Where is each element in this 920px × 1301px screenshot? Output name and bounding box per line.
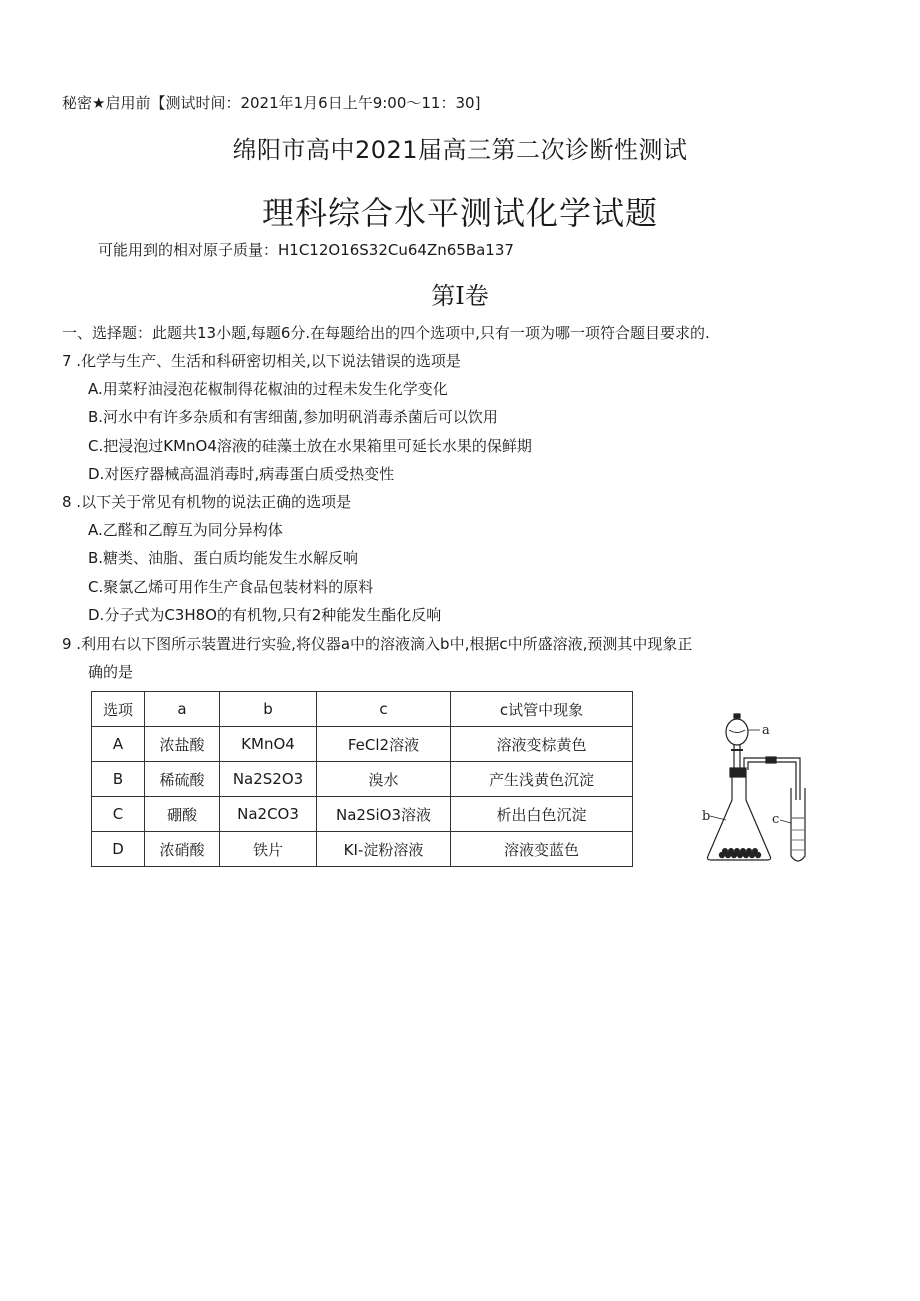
question-7-option-d: D.对医疗器械高温消毒时,病毒蛋白质受热变性 xyxy=(88,465,395,483)
question-8-option-b: B.糖类、油脂、蛋白质均能发生水解反响 xyxy=(88,549,359,567)
conical-flask-icon xyxy=(707,777,770,860)
dropping-funnel-icon xyxy=(726,714,748,776)
volume-heading: 第Ⅰ卷 xyxy=(431,282,489,310)
table-cell: KI-淀粉溶液 xyxy=(317,832,451,867)
label-b: b xyxy=(702,809,711,824)
table-header-cell: 选项 xyxy=(92,692,145,727)
table-cell: 溶液变蓝色 xyxy=(451,832,633,867)
table-cell: 稀硫酸 xyxy=(145,762,220,797)
table-cell: KMnO4 xyxy=(220,727,317,762)
table-cell: 析出白色沉淀 xyxy=(451,797,633,832)
table-cell: Na2SiO3溶液 xyxy=(317,797,451,832)
question-7-option-a: A.用菜籽油浸泡花椒制得花椒油的过程未发生化学变化 xyxy=(88,380,448,398)
question-7-option-c: C.把浸泡过KMnO4溶液的硅藻土放在水果箱里可延长水果的保鲜期 xyxy=(88,437,532,455)
table-cell: 硼酸 xyxy=(145,797,220,832)
exam-title: 绵阳市高中2021届高三第二次诊断性测试 xyxy=(232,136,688,164)
table-header-cell: b xyxy=(220,692,317,727)
table-cell: A xyxy=(92,727,145,762)
table-row xyxy=(92,727,633,762)
section-instruction: 一、选择题：此题共13小题,每题6分.在每题给出的四个选项中,只有一项为哪一项符合题目要求的. xyxy=(62,324,710,342)
table-cell: 浓硝酸 xyxy=(145,832,220,867)
table-cell: FeCl2溶液 xyxy=(317,727,451,762)
table-row xyxy=(92,762,633,797)
table-cell: Na2CO3 xyxy=(220,797,317,832)
table-header-cell: a xyxy=(145,692,220,727)
question-7-stem: 7 .化学与生产、生活和科研密切相关,以下说法错误的选项是 xyxy=(62,352,461,370)
atomic-masses: 可能用到的相对原子质量：H1C12O16S32Cu64Zn65Ba137 xyxy=(98,241,514,259)
table-header-cell: c xyxy=(317,692,451,727)
question-8-stem: 8 .以下关于常见有机物的说法正确的选项是 xyxy=(62,493,352,511)
table-row xyxy=(92,797,633,832)
table-cell: 溶液变棕黄色 xyxy=(451,727,633,762)
label-c: c xyxy=(772,812,780,827)
paper-title: 理科综合水平测试化学试题 xyxy=(261,194,658,232)
question-7-option-b: B.河水中有许多杂质和有害细菌,参加明矾消毒杀菌后可以饮用 xyxy=(88,408,498,426)
test-tube-icon xyxy=(791,788,805,861)
question-8-option-a: A.乙醛和乙醇互为同分异构体 xyxy=(88,521,283,539)
question-8-option-c: C.聚氯乙烯可用作生产食品包装材料的原料 xyxy=(88,578,374,596)
question-8-option-d: D.分子式为C3H8O的有机物,只有2种能发生酯化反响 xyxy=(88,606,442,624)
table-cell: 浓盐酸 xyxy=(145,727,220,762)
table-cell: 产生浅黄色沉淀 xyxy=(451,762,633,797)
table-header-row xyxy=(92,692,633,727)
table-cell: Na2S2O3 xyxy=(220,762,317,797)
table-cell: 溴水 xyxy=(317,762,451,797)
table-cell: B xyxy=(92,762,145,797)
table-cell: D xyxy=(92,832,145,867)
apparatus-figure xyxy=(700,708,818,868)
question-9-stem: 9 .利用右以下图所示装置进行实验,将仪器a中的溶液滴入b中,根据c中所盛溶液,预测其中现象正 xyxy=(62,635,693,653)
question-9-stem-continued: 确的是 xyxy=(88,663,134,681)
confidential-header: 秘密★启用前【测试时间：2021年1月6日上午9:00〜11：30] xyxy=(62,94,481,112)
answer-table xyxy=(91,691,633,867)
table-header-cell: c试管中现象 xyxy=(451,692,633,727)
table-cell: 铁片 xyxy=(220,832,317,867)
table-row xyxy=(92,832,633,867)
table-cell: C xyxy=(92,797,145,832)
label-a: a xyxy=(762,723,770,738)
